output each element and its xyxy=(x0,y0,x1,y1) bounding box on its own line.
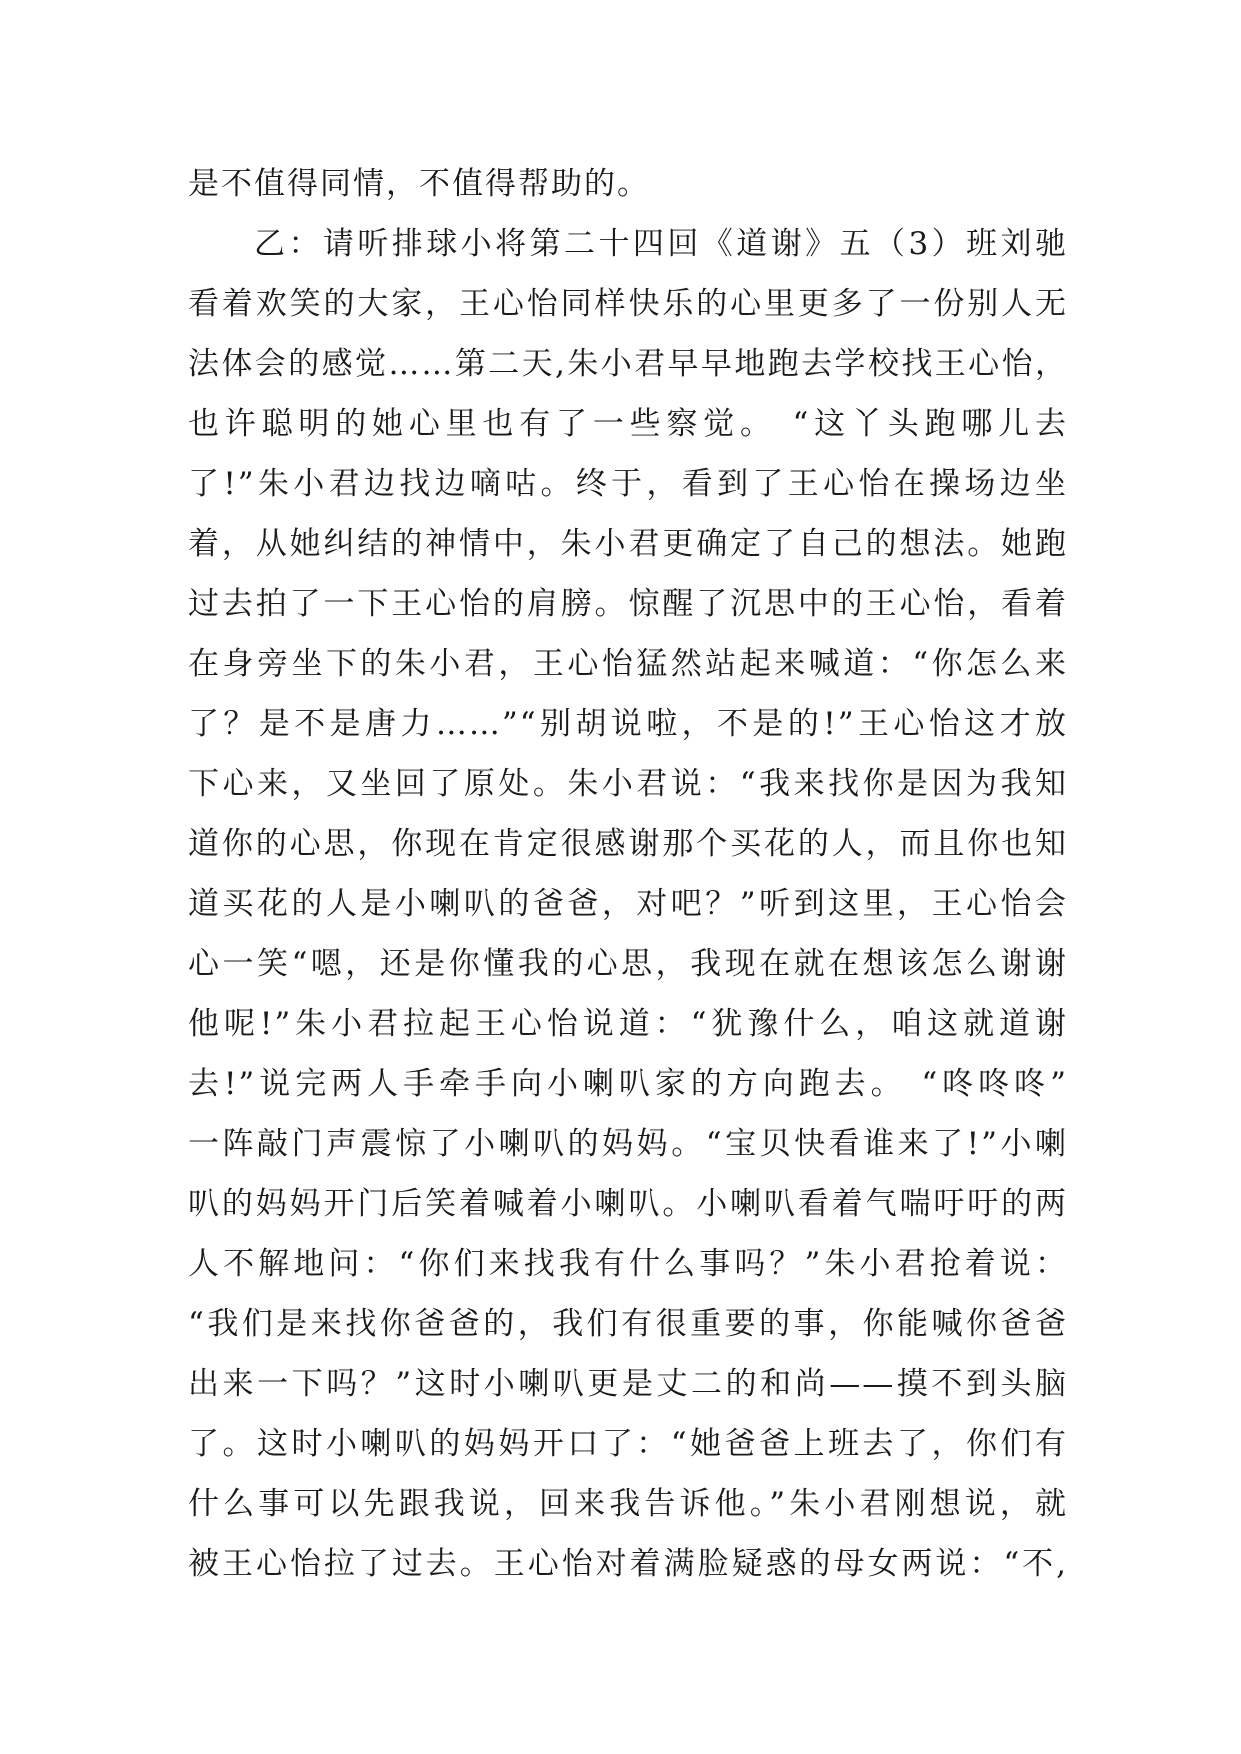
body-text xyxy=(188,154,1068,1594)
text-line-10: 了？是不是唐力……”“别胡说啦，不是的!”王心怡这才放 xyxy=(188,706,1068,742)
text-line-7: 着，从她纠结的神情中，朱小君更确定了自己的想法。她跑 xyxy=(188,526,1068,562)
text-line-20: “我们是来找你爸爸的，我们有很重要的事，你能喊你爸爸 xyxy=(188,1306,1068,1342)
text-line-8: 过去拍了一下王心怡的肩膀。惊醒了沉思中的王心怡，看着 xyxy=(188,586,1068,622)
text-line-13: 道买花的人是小喇叭的爸爸，对吧？”听到这里，王心怡会 xyxy=(188,886,1068,922)
text-line-23: 什么事可以先跟我说，回来我告诉他。”朱小君刚想说，就 xyxy=(188,1486,1068,1522)
text-line-3: 看着欢笑的大家，王心怡同样快乐的心里更多了一份别人无 xyxy=(188,286,1068,322)
text-line-19: 人不解地问：“你们来找我有什么事吗？”朱小君抢着说： xyxy=(188,1246,1068,1282)
text-line-4: 法体会的感觉……第二天,朱小君早早地跑去学校找王心怡， xyxy=(188,346,1068,382)
text-line-22: 了。这时小喇叭的妈妈开口了：“她爸爸上班去了，你们有 xyxy=(188,1426,1068,1462)
text-line-16: 去!”说完两人手牵手向小喇叭家的方向跑去。 “咚咚咚” xyxy=(188,1066,1068,1102)
text-line-12: 道你的心思，你现在肯定很感谢那个买花的人，而且你也知 xyxy=(188,826,1068,862)
text-line-2: 乙：请听排球小将第二十四回《道谢》五（3）班刘驰 xyxy=(254,226,1068,262)
text-line-5: 也许聪明的她心里也有了一些察觉。 “这丫头跑哪儿去 xyxy=(188,406,1068,442)
text-line-21: 出来一下吗？”这时小喇叭更是丈二的和尚——摸不到头脑 xyxy=(188,1366,1068,1402)
text-line-14: 心一笑“嗯，还是你懂我的心思，我现在就在想该怎么谢谢 xyxy=(188,946,1068,982)
text-line-11: 下心来，又坐回了原处。朱小君说：“我来找你是因为我知 xyxy=(188,766,1068,802)
text-line-24: 被王心怡拉了过去。王心怡对着满脸疑惑的母女两说：“不, xyxy=(188,1546,1068,1582)
text-line-17: 一阵敲门声震惊了小喇叭的妈妈。“宝贝快看谁来了!”小喇 xyxy=(188,1126,1068,1162)
text-line-9: 在身旁坐下的朱小君，王心怡猛然站起来喊道：“你怎么来 xyxy=(188,646,1068,682)
text-line-18: 叭的妈妈开门后笑着喊着小喇叭。小喇叭看着气喘吁吁的两 xyxy=(188,1186,1068,1222)
text-line-6: 了!”朱小君边找边嘀咕。终于，看到了王心怡在操场边坐 xyxy=(188,466,1068,502)
text-line-15: 他呢!”朱小君拉起王心怡说道：“犹豫什么，咱这就道谢 xyxy=(188,1006,1068,1042)
text-line-1: 是不值得同情，不值得帮助的。 xyxy=(188,166,650,202)
